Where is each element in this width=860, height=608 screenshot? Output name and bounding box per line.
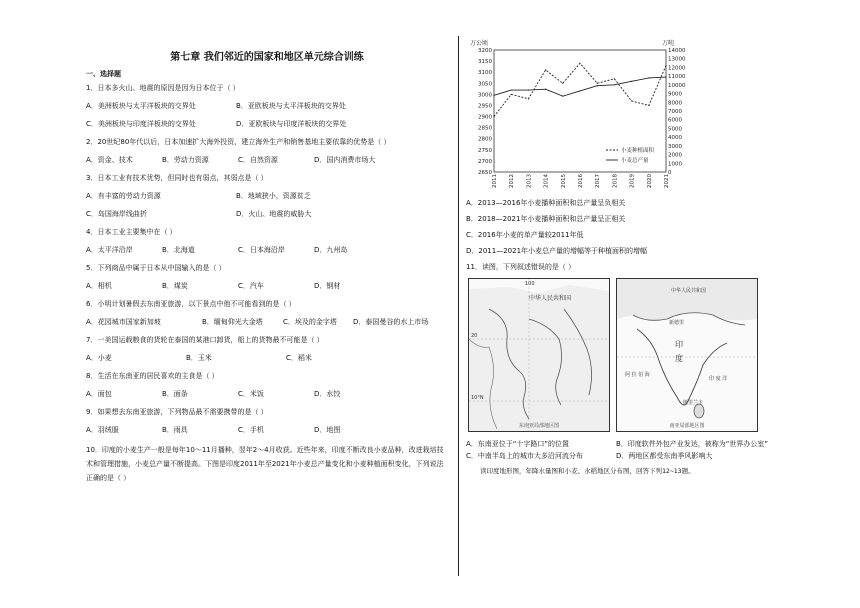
question-10: 10．印度的小麦生产一般是每年10～11月播种，翌年2～4月收获。近些年来，印度不断改良小麦品种，改进栽培技术和管理措施，小麦总产量不断提高。下图是印度2011年至2021年小麦总产量变化和小麦种植面积变化，下列说法正确的是（ ）	[86, 446, 444, 482]
map1-label-10n: 10°N	[471, 395, 484, 401]
series-point	[614, 84, 615, 85]
left-column	[86, 48, 448, 493]
series-point	[614, 78, 615, 79]
right-axis-unit: 万吨	[662, 40, 675, 47]
series-point	[493, 95, 494, 96]
x-tick-label: 2016	[578, 174, 584, 188]
question-3: 3．日本工业有技术优势，但同时也有弱点，其弱点是（ ）	[86, 174, 268, 182]
map2-label-sri-lanka: 斯里兰卡	[683, 400, 704, 406]
question-12-13-intro: 读印度地形图，年降水量图和小麦、水稻地区分布图，回答下列12~13题。	[480, 467, 695, 475]
right-tick-label: 7000	[668, 109, 682, 115]
map1-caption: 东南亚局部地区图	[518, 423, 559, 429]
series-point	[631, 100, 632, 101]
right-tick-label: 12000	[668, 65, 686, 72]
option-c[interactable]: C．日本海沿岸	[238, 246, 285, 254]
option-c[interactable]: C．埃及的金字塔	[283, 318, 337, 326]
series-line-2	[494, 77, 666, 96]
series-point	[631, 81, 632, 82]
x-tick-label: 2011	[492, 174, 498, 188]
left-tick-label: 2750	[478, 147, 492, 154]
question-7: 7．一美国运载粮食的货轮在泰国的某港口卸货，船上的货物最不可能是（ ）	[86, 336, 324, 344]
question-11: 11．读图，下列叙述错误的是（ ）	[466, 263, 576, 271]
x-tick-label: 2014	[543, 174, 550, 188]
map2-label-china: 中华人民共和国	[671, 288, 707, 294]
chart-option-a[interactable]: A．2013—2016年小麦播种面积和总产量呈负相关	[466, 199, 626, 207]
wheat-chart	[466, 36, 696, 196]
map2-label-new-delhi: 新德里	[669, 320, 685, 326]
option-c[interactable]: C．汽车	[238, 282, 264, 290]
left-tick-label: 2650	[478, 170, 492, 176]
right-tick-label: 4000	[668, 135, 682, 142]
option-b[interactable]: B．缅甸仰光大金塔	[202, 318, 263, 326]
legend-label: 小麦种植面积	[621, 148, 655, 154]
map2-label-du: 度	[675, 354, 683, 363]
option-b[interactable]: B．煤炭	[162, 282, 188, 290]
option-c[interactable]: C．稻米	[286, 354, 312, 362]
option-c[interactable]: C．手机	[238, 426, 264, 434]
series-point	[665, 76, 666, 77]
series-point	[597, 85, 598, 86]
right-tick-label: 0	[668, 170, 672, 176]
maps-row	[468, 278, 796, 432]
left-tick-label: 3000	[478, 92, 492, 99]
question-3-options-cd	[86, 209, 448, 219]
series-point	[528, 89, 529, 90]
right-tick-label: 5000	[668, 126, 682, 133]
x-tick-label: 2013	[526, 174, 533, 188]
option-c[interactable]: C．岛国海岸线曲折	[86, 210, 147, 218]
right-tick-label: 2000	[668, 152, 682, 159]
series-point	[562, 83, 563, 84]
question-5: 5．下列商品中属于日本从中国输入的是（ ）	[86, 264, 226, 272]
option-c[interactable]: C．美洲板块与印度洋板块的交界处	[86, 120, 196, 128]
option-a[interactable]: A．太平洋沿岸	[86, 246, 133, 254]
left-tick-label: 3150	[478, 59, 492, 66]
option-c[interactable]: C．中南半岛上的城市大多沿河流分布	[466, 452, 583, 460]
x-tick-label: 2019	[629, 174, 636, 188]
option-c[interactable]: C．自然资源	[238, 156, 278, 164]
map2-caption: 南亚局部地区图	[669, 423, 705, 429]
series-point	[528, 98, 529, 99]
south-asia-map	[616, 278, 758, 432]
left-axis-unit: 万公顷	[470, 40, 489, 47]
option-b[interactable]: B．印度软件外包产业发达，被称为“世界办公室”	[616, 440, 769, 448]
option-a[interactable]: A．东南亚位于“十字路口”的位置	[466, 440, 570, 448]
left-tick-label: 3050	[478, 81, 492, 88]
map1-label-china: 中华人民共和国	[529, 295, 572, 302]
option-d[interactable]: D．国内消费市场大	[314, 156, 376, 164]
south-asia-map-drawing	[617, 279, 757, 431]
option-d[interactable]: D．两地区都受东南季风影响大	[616, 452, 713, 460]
southeast-asia-map	[468, 278, 610, 432]
option-d[interactable]: D．地图	[314, 426, 341, 434]
x-tick-label: 2021	[664, 174, 670, 188]
legend-label: 小麦总产量	[621, 158, 649, 164]
question-3-options	[86, 191, 448, 201]
right-tick-label: 9000	[668, 91, 682, 98]
question-4-options	[86, 245, 448, 255]
option-a[interactable]: A．羽绒服	[86, 426, 119, 434]
right-tick-label: 1000	[668, 161, 682, 168]
x-tick-label: 2015	[560, 174, 567, 188]
series-point	[579, 90, 580, 91]
left-tick-label: 2850	[478, 125, 492, 132]
option-d[interactable]: D．九州岛	[314, 246, 348, 254]
right-tick-label: 13000	[668, 56, 686, 63]
series-point	[545, 69, 546, 70]
series-point	[597, 83, 598, 84]
option-a[interactable]: A．相机	[86, 282, 112, 290]
map2-label-indian-ocean: 印 度 洋	[709, 376, 728, 382]
option-c[interactable]: C．米饭	[238, 390, 264, 398]
chart-option-c[interactable]: C．2016年小麦的单产量较2011年低	[466, 231, 584, 239]
option-a[interactable]: A．花园城市国家新加坡	[86, 318, 161, 326]
option-b[interactable]: B．地域狭小，资源贫乏	[236, 192, 311, 200]
series-point	[648, 77, 649, 78]
right-tick-label: 11000	[668, 74, 686, 81]
left-tick-label: 2800	[478, 136, 492, 143]
option-d[interactable]: D．水饺	[314, 390, 341, 398]
question-8: 8．生活在东南亚的居民喜欢的主食是（ ）	[86, 372, 219, 380]
series-point	[562, 96, 563, 97]
option-a[interactable]: A．有丰富的劳动力资源	[86, 192, 161, 200]
option-a[interactable]: A．小麦	[86, 354, 112, 362]
series-point	[665, 65, 666, 66]
left-tick-label: 3100	[478, 70, 492, 77]
series-point	[493, 116, 494, 117]
map2-label-in: 印	[675, 340, 683, 349]
question-6: 6．小明计划暑假去东南亚旅游，以下景点中他不可能看到的是（ ）	[86, 300, 296, 308]
question-1: 1．日本多火山、地震的原因是因为日本位于（ ）	[86, 84, 240, 92]
x-tick-label: 2017	[595, 174, 602, 188]
question-5-options	[86, 281, 448, 291]
option-a[interactable]: A．资金、技术	[86, 156, 133, 164]
option-b[interactable]: B．北海道	[162, 246, 195, 254]
left-tick-label: 2900	[478, 114, 492, 121]
chart-option-d[interactable]: D．2011—2021年小麦总产量的增幅等于种植面积的增幅	[466, 247, 648, 255]
series-point	[579, 63, 580, 64]
question-1-options	[86, 101, 448, 111]
question-2: 2．20世纪80年代以后，日本加速扩大海外投资，建立海外生产和销售基地主要依靠的优势是（ ）	[86, 138, 391, 146]
map1-label-20: 20	[471, 333, 478, 339]
option-b[interactable]: B．玉米	[186, 354, 212, 362]
map2-label-arabian-sea: 阿 拉 伯 海	[625, 372, 650, 378]
right-column	[466, 36, 796, 475]
question-8-options	[86, 389, 448, 399]
option-b[interactable]: B．面条	[162, 390, 188, 398]
column-divider	[458, 36, 459, 576]
option-a[interactable]: A．美洲板块与太平洋板块的交界处	[86, 102, 196, 110]
series-point	[511, 94, 512, 95]
question-2-options	[86, 155, 448, 165]
question-4: 4．日本工业主要集中在（ ）	[86, 228, 177, 236]
question-1-options-cd	[86, 119, 448, 129]
series-point	[648, 105, 649, 106]
question-7-options	[86, 353, 448, 363]
left-tick-label: 2700	[478, 158, 492, 165]
option-d[interactable]: D．泰国曼谷的水上市场	[353, 318, 429, 326]
right-tick-label: 10000	[668, 82, 686, 89]
question-9: 9．如果想去东南亚旅游，下列物品最不需要携带的是（ ）	[86, 408, 268, 416]
map1-label-100: 100	[525, 281, 535, 287]
question-6-options	[86, 317, 448, 327]
option-d[interactable]: D．钢材	[314, 282, 341, 290]
option-b[interactable]: B．亚欧板块与太平洋板块的交界处	[236, 102, 346, 110]
option-d[interactable]: D．火山、地震的威胁大	[236, 210, 312, 218]
option-b[interactable]: B．雨具	[162, 426, 188, 434]
series-point	[545, 89, 546, 90]
right-tick-label: 8000	[668, 100, 682, 107]
left-tick-label: 3200	[478, 48, 492, 54]
option-b[interactable]: B．劳动力资源	[162, 156, 209, 164]
option-d[interactable]: D．亚欧板块与印度洋板块的交界处	[236, 120, 347, 128]
right-tick-label: 14000	[668, 48, 686, 54]
page-title: 第七章 我们邻近的国家和地区单元综合训练	[170, 52, 364, 63]
right-tick-label: 6000	[668, 117, 682, 124]
series-point	[511, 89, 512, 90]
section-heading: 一、选择题	[86, 70, 121, 78]
question-9-options	[86, 425, 448, 435]
question-11-options	[466, 438, 796, 462]
option-a[interactable]: A．面包	[86, 390, 112, 398]
left-tick-label: 2950	[478, 103, 492, 110]
chart-option-b[interactable]: B．2018—2021年小麦播种面积和总产量呈正相关	[466, 215, 626, 223]
x-tick-label: 2020	[646, 174, 653, 188]
x-tick-label: 2018	[612, 174, 619, 188]
x-tick-label: 2012	[509, 174, 516, 188]
right-tick-label: 3000	[668, 143, 682, 150]
